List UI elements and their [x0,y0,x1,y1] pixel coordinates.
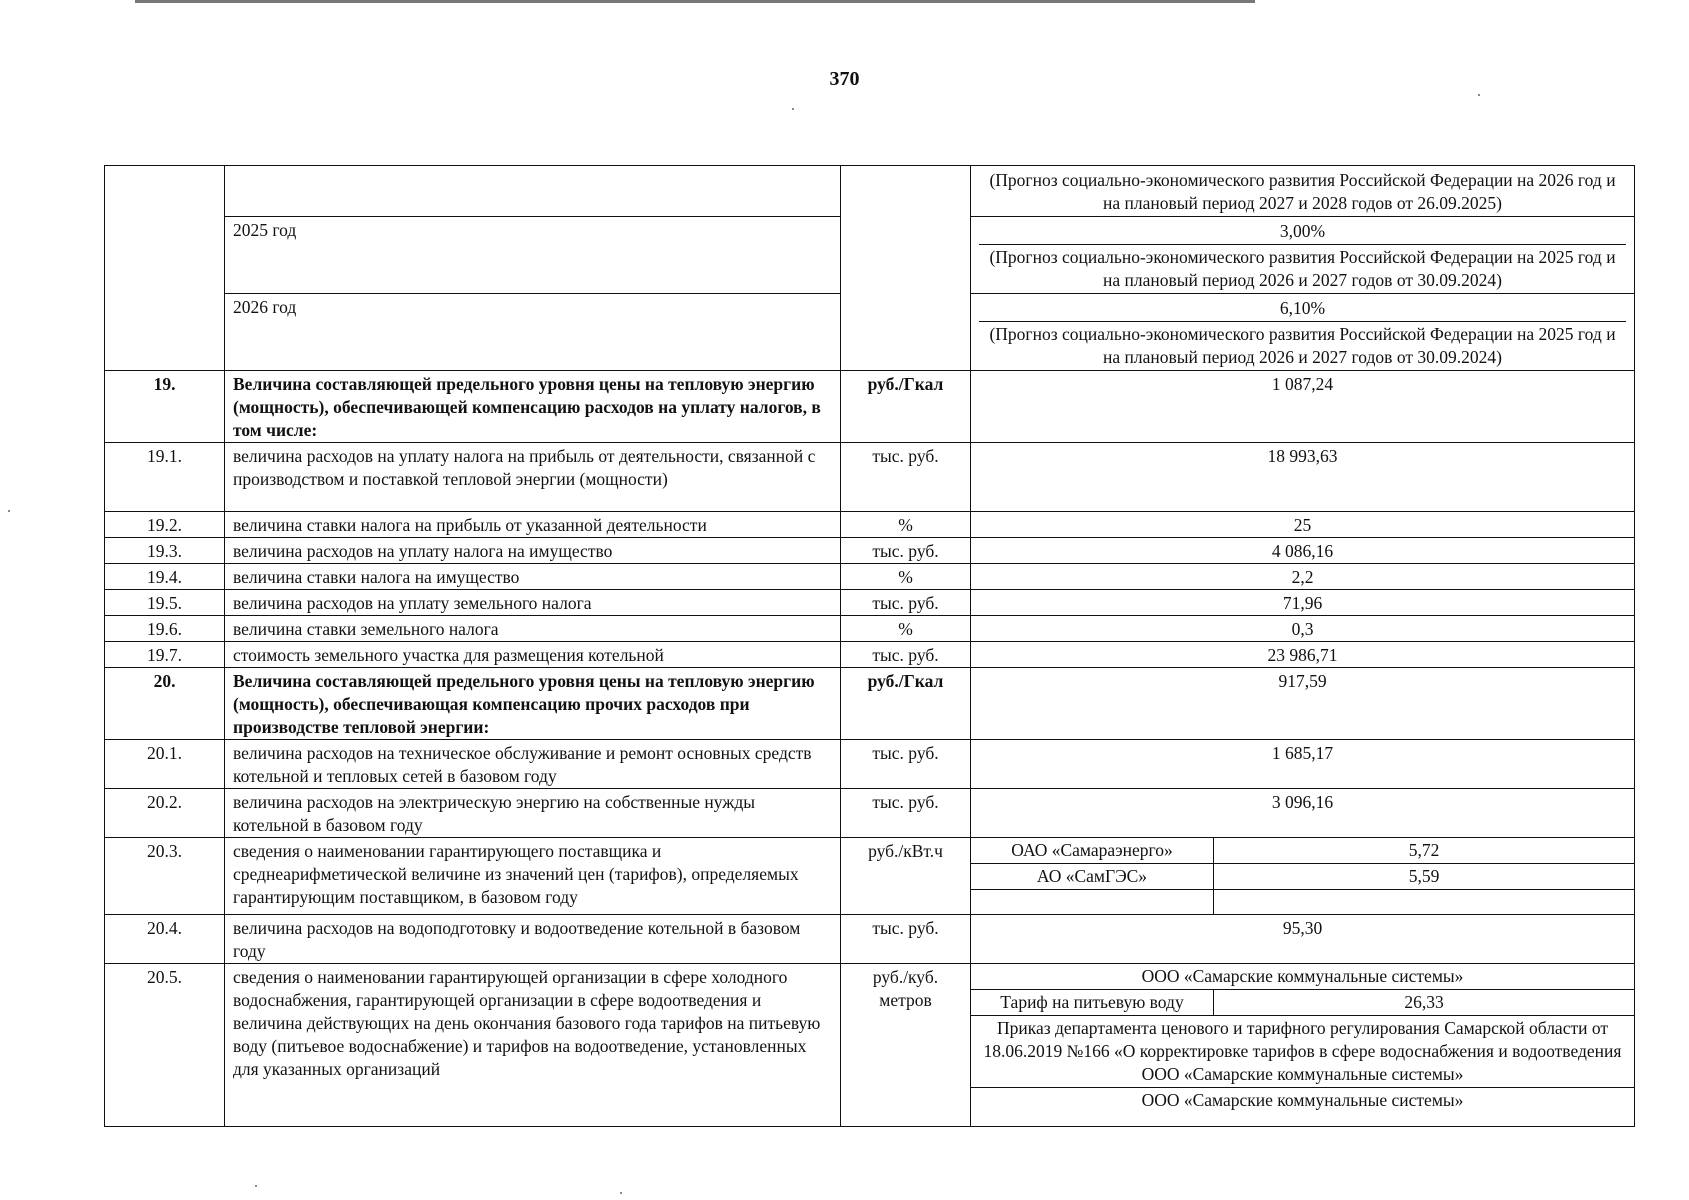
index-value: 3,00% [979,219,1626,245]
row-value: 95,30 [971,915,1635,964]
row-unit: руб./Гкал [841,668,971,740]
order-reference: Приказ департамента ценового и тарифного регулирования Самарской области от 18.06.2019 №166 «О корректировке тарифов в сфере водоснабжения и водоотведения ООО «Самарские коммунальные системы» [971,1016,1634,1088]
table-row [105,642,1635,668]
scan-speck [255,1185,257,1187]
row-value: 4 086,16 [971,538,1635,564]
year-label: 2026 год [225,294,841,371]
scan-speck [8,510,10,512]
empty-cell [971,890,1214,914]
row-description: величина расходов на техническое обслуживание и ремонт основных средств котельной и тепловых сетей в базовом году [225,740,841,789]
row-number: 19. [105,371,225,443]
scan-header-remnant [135,0,1255,3]
row-number: 19.3. [105,538,225,564]
table-row [105,616,1635,642]
supplier-name: ОАО «Самараэнерго» [971,838,1214,863]
row-number: 20. [105,668,225,740]
supplier-price: 5,59 [1408,866,1440,886]
row-unit: тыс. руб. [841,789,971,838]
row-number: 19.7. [105,642,225,668]
row-number: 19.5. [105,590,225,616]
row-unit: % [841,564,971,590]
row-unit: % [841,616,971,642]
organization-name: ООО «Самарские коммунальные системы» [1141,1090,1464,1110]
row-number: 19.1. [105,443,225,512]
row-unit: тыс. руб. [841,590,971,616]
empty-cell [1214,890,1634,914]
num-cell [105,166,225,371]
forecast-note: (Прогноз социально-экономического развития Российской Федерации на 2026 год и на плановый период 2027 и 2028 годов от 26.09.2025) [989,170,1616,213]
row-value: 0,3 [971,616,1635,642]
tariff-label: Тариф на питьевую воду [971,990,1214,1015]
row-description: величина расходов на уплату налога на имущество [225,538,841,564]
row-description: Величина составляющей предельного уровня цены на тепловую энергию (мощность), обеспечивающей компенсацию расходов на уплату налогов, в том числе: [225,371,841,443]
unit-cell [841,166,971,371]
table-row [105,166,1635,217]
table-row [105,371,1635,443]
row-description: величина расходов на уплату земельного налога [225,590,841,616]
row-value: 3 096,16 [971,789,1635,838]
row-description: сведения о наименовании гарантирующего поставщика и среднеарифметической величине из значений цен (тарифов), определяемых гарантирующим поставщиком, в базовом году [225,838,841,915]
supplier-price: 5,72 [1408,840,1440,860]
row-number: 20.1. [105,740,225,789]
organization-name: ООО «Самарские коммунальные системы» [971,964,1634,990]
row-description: величина расходов на уплату налога на прибыль от деятельности, связанной с производством и поставкой тепловой энергии (мощности) [225,443,841,512]
row-value: 18 993,63 [971,443,1635,512]
row-value: 71,96 [971,590,1635,616]
index-value: 6,10% [979,296,1626,322]
row-description: величина ставки налога на прибыль от указанной деятельности [225,512,841,538]
table-row [105,915,1635,964]
row-unit: тыс. руб. [841,538,971,564]
scan-speck [1478,94,1480,96]
row-description: величина ставки земельного налога [225,616,841,642]
row-unit: руб./кВт.ч [841,838,971,915]
table-row [105,668,1635,740]
table-row [105,590,1635,616]
row-unit: тыс. руб. [841,642,971,668]
water-tariff-cell [971,964,1635,1127]
row-unit: тыс. руб. [841,915,971,964]
row-unit: тыс. руб. [841,740,971,789]
forecast-note: (Прогноз социально-экономического развития Российской Федерации на 2025 год и на плановый период 2026 и 2027 годов от 30.09.2024) [989,247,1616,290]
table-row [105,538,1635,564]
row-value: 917,59 [971,668,1635,740]
tariff-value: 26,33 [1404,992,1444,1012]
row-value: 23 986,71 [971,642,1635,668]
row-number: 20.4. [105,915,225,964]
row-value: 25 [971,512,1635,538]
value-cell [971,217,1635,294]
row-number: 20.3. [105,838,225,915]
supplier-row [971,864,1634,890]
row-number: 20.5. [105,964,225,1127]
row-description: величина ставки налога на имущество [225,564,841,590]
value-cell [971,166,1635,217]
row-number: 19.6. [105,616,225,642]
table-row [105,838,1635,915]
row-number: 19.2. [105,512,225,538]
row-number: 20.2. [105,789,225,838]
page-number: 370 [829,68,860,90]
forecast-note: (Прогноз социально-экономического развития Российской Федерации на 2025 год и на плановый период 2026 и 2027 годов от 30.09.2024) [989,324,1616,367]
row-unit: тыс. руб. [841,443,971,512]
row-unit: % [841,512,971,538]
table-row [105,564,1635,590]
row-value: 1 087,24 [971,371,1635,443]
row-unit: руб./Гкал [841,371,971,443]
scan-speck [620,1192,622,1194]
supplier-row-empty [971,890,1634,914]
row-number: 19.4. [105,564,225,590]
row-description: величина расходов на водоподготовку и водоотведение котельной в базовом году [225,915,841,964]
table-row [105,443,1635,512]
scan-speck [792,108,794,110]
row-description: сведения о наименовании гарантирующей организации в сфере холодного водоснабжения, гарантирующей организации в сфере водоотведения и величина действующих на день окончания базового года тарифов на питьевую воду (питьевое водоснабжение) и тарифов на водоотведение, установленных для указанных организаций [225,964,841,1127]
row-description: Величина составляющей предельного уровня цены на тепловую энергию (мощность), обеспечивающая компенсацию прочих расходов при производстве тепловой энергии: [225,668,841,740]
row-value: 2,2 [971,564,1635,590]
supplier-cell [971,838,1635,915]
desc-cell [225,166,841,217]
table-row [105,512,1635,538]
value-cell [971,294,1635,371]
table-row [105,740,1635,789]
table-row [105,789,1635,838]
row-value: 1 685,17 [971,740,1635,789]
year-label: 2025 год [225,217,841,294]
tariff-table [104,165,1635,1127]
row-description: величина расходов на электрическую энергию на собственные нужды котельной в базовом году [225,789,841,838]
tariff-row [971,990,1634,1016]
row-description: стоимость земельного участка для размещения котельной [225,642,841,668]
table-row [105,964,1635,1127]
row-unit: руб./куб. метров [841,964,971,1127]
supplier-name: АО «СамГЭС» [971,864,1214,889]
supplier-row [971,838,1634,864]
